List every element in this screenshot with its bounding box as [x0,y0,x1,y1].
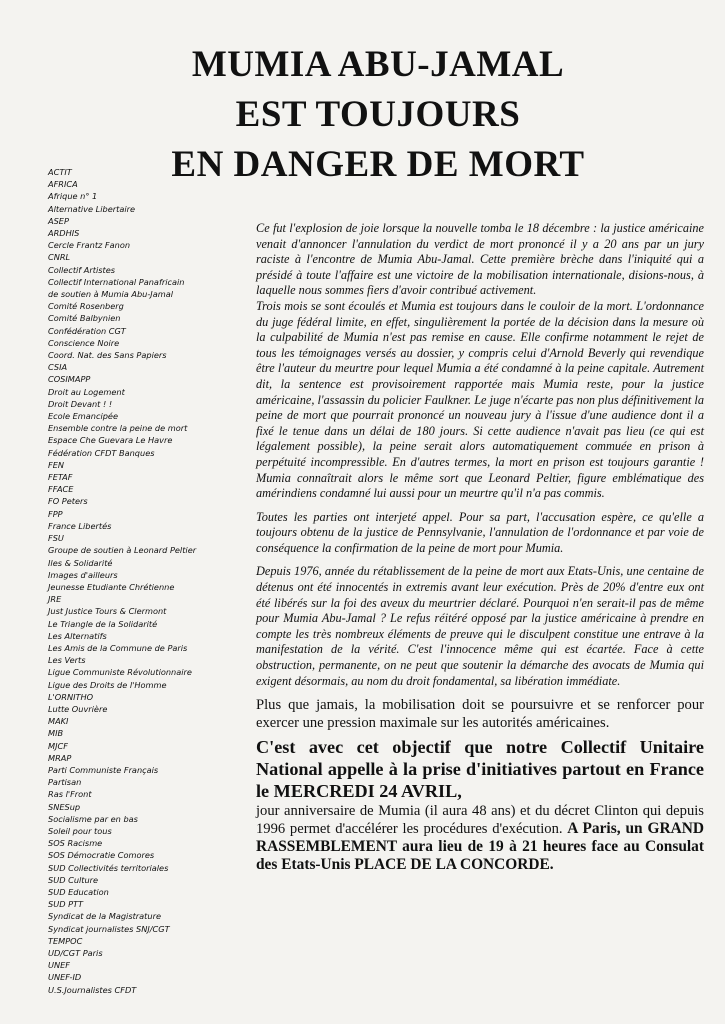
organization-item: SUD Collectivités territoriales [48,862,169,873]
organization-item: MRAP [48,752,72,763]
title-line-2: EST TOUJOURS [235,94,521,135]
organization-item: Ensemble contre la peine de mort [48,423,188,434]
organization-item: Alternative Libertaire [48,203,136,214]
organization-item: COSIMAPP [48,374,91,385]
organization-item: FPP [48,508,63,519]
organization-item: FFACE [48,484,74,495]
organization-item: Les Alternatifs [48,630,107,641]
anniversary-text: jour anniversaire de Mumia (il aura 48 ans) et du décret Clinton qui depuis 1996 permet d'accélérer les procédures d'exécution. [256,803,704,838]
organization-item: UNEF [48,960,70,971]
paragraph-4: Depuis 1976, année du rétablissement de la peine de mort aux Etats-Unis, une centaine de détenus ont été innocentés in extremis avant leur exécution. Près de 20% d'entre eux ont été libérés sur la foi des aveux du meurtrier déclaré. Pourquoi n'en serait-il pas de même pour Mumia Abu-Jamal ? Le refus réitéré opposé par la justice américaine à prendre en compte les très nombreux éléments de preuve qui le disculpent constitue une entrave à la manifestation de la vérité. C'est l'innocence même qui est écartée. Face à cette obstruction, permanente, on ne peut que soutenir la démarche des avocats de Mumia qui exigent désormais, au nom du droit fondamental, sa libération immédiate. [256,564,704,688]
organization-item: MIB [48,728,64,739]
organization-item: Syndicat de la Magistrature [48,911,161,922]
organization-item: MJCF [48,740,68,751]
organization-item: Espace Che Guevara Le Havre [48,435,173,446]
organization-item: Cercle Frantz Fanon [48,240,131,251]
paragraph-1: Ce fut l'explosion de joie lorsque la nouvelle tomba le 18 décembre : la justice américaine venait d'annoncer l'annulation du verdict de mort prononcé il y a 20 ans par un jury raciste à l'encontre de Mumia Abu-Jamal. Cette première brèche dans l'iniquité qui a présidé à toute l'affaire est une victoire de la mobilisation internationale, disions-nous, à laquelle nous sommes fiers d'avoir contribué activement. [256,221,704,298]
organization-item: Jeunesse Etudiante Chrétienne [48,581,175,592]
organization-item: Droit Devant ! ! [48,398,113,409]
organization-item: FEN [48,459,65,470]
organization-item: de soutien à Mumia Abu-Jamal [48,289,173,300]
title-line-1: MUMIA ABU-JAMAL [191,44,565,85]
paragraph-3: Toutes les parties ont interjeté appel. Pour sa part, l'accusation espère, ce qu'elle a toujours obtenu de la justice de Pennsylvanie, l'annulation de l'ordonnance et par voie de conséquence la confirmation de la peine de mort pour Mumia. [256,509,704,555]
organization-item: TEMPOC [48,935,83,946]
organization-item: FETAF [48,472,73,483]
organization-item: JRE [48,594,62,605]
organization-item: Fédération CFDT Banques [48,447,155,458]
organization-item: Comité Rosenberg [48,301,124,312]
title-line-3: EN DANGER DE MORT [171,144,585,185]
organization-item: Syndicat journalistes SNJ/CGT [48,923,170,934]
paragraph-2: Trois mois se sont écoulés et Mumia est toujours dans le couloir de la mort. L'ordonnance du juge fédéral limite, en effet, singulièrement la portée de la décision dans la mesure où la culpabilité de Mumia n'est pas remise en cause. Elle confirme notamment le rejet de tous les témoignages versés au dossier, y compris celui d'Arnold Beverly qui revendique être l'auteur du meurtre pour lequel Mumia a été condamné à la peine capitale. Autrement dit, la sentence est provisoirement rapportée mais Mumia reste, pour la justice américaine, l'assassin du policier Faulkner. Le juge n'écarte pas non plus définitivement la peine de mort que pourrait prononcé un nouveau jury à l'issue d'une audience dont il a fixé le tenue dans un délai de 180 jours. Si cette audience n'avait pas lieu (ce qui est légalement possible), la peine serait alors automatiquement commuée en prison à perpétuité incompressible. En d'autres termes, la mort en prison est toujours garantie ! Mumia connaîtrait alors le même sort que Leonard Peltier, figure emblématique des amérindiens condamné lui aussi pour un meurtre qu'il n'a pas commis. [256,298,704,501]
organization-item: Images d'ailleurs [48,569,118,580]
organization-item: Confédération CGT [48,325,126,336]
organization-item: Parti Communiste Français [48,764,159,775]
organization-item: Iles & Solidarité [48,557,113,568]
organization-item: Ligue des Droits de l'Homme [48,679,167,690]
organization-item: FO Peters [48,496,88,507]
organization-item: Lutte Ouvrière [48,703,108,714]
organization-item: CSIA [48,362,68,373]
organization-item: SUD PTT [48,899,84,910]
organization-item: Les Amis de la Commune de Paris [48,642,188,653]
organization-item: Les Verts [48,655,86,666]
call-to-action: C'est avec cet objectif que notre Collectif Unitaire National appelle à la prise d'initiatives partout en France le MERCREDI 24 AVRIL, [256,737,704,802]
organization-item: Collectif Artistes [48,264,116,275]
organization-item: ARDHIS [48,228,80,239]
organization-item: Groupe de soutien à Leonard Peltier [48,545,197,556]
organization-item: Collectif International Panafricain [48,276,185,287]
organization-list [48,166,238,996]
organization-item: UNEF-ID [48,972,82,983]
organization-item: Le Triangle de la Solidarité [48,618,158,629]
organization-item: Ecole Emancipée [48,411,119,422]
organization-item: SUD Culture [48,874,99,885]
organization-item: UD/CGT Paris [48,948,103,958]
organization-item: Socialisme par en bas [48,813,138,824]
organization-item: Ras l'Front [48,789,92,800]
organization-item: SNESup [48,801,81,812]
organization-item: FSU [48,533,64,544]
organization-item: Droit au Logement [48,386,125,397]
organization-item: ACTIT [48,167,72,177]
organization-item: Partisan [48,777,82,788]
organization-item: ASEP [48,215,69,226]
organization-item: Coord. Nat. des Sans Papiers [48,350,167,361]
call-to-action-detail [256,802,704,874]
organization-item: Afrique n° 1 [48,191,98,202]
organization-item: L'ORNITHO [48,691,94,702]
organization-item: SOS Démocratie Comores [48,850,155,861]
organization-item: Just Justice Tours & Clermont [48,606,167,617]
rally-announcement: A Paris, un GRAND RASSEMBLEMENT aura lieu de 19 à 21 heures face au Consulat des Etats-Unis PLACE DE LA CONCORDE. [256,820,704,874]
organization-item: France Libertés [48,520,112,531]
organization-item: SUD Education [48,886,109,897]
paragraph-5: Plus que jamais, la mobilisation doit se poursuivre et se renforcer pour exercer une pression maximale sur les autorités américaines. [256,697,704,731]
article-body [256,221,704,874]
organization-item: MAKI [48,716,69,727]
organization-item: U.S.Journalistes CFDT [48,984,137,995]
organization-item: Conscience Noire [48,337,120,348]
organization-item: Ligue Communiste Révolutionnaire [48,667,192,678]
organization-item: Comité Balbynien [48,313,121,324]
organization-item: CNRL [48,252,71,263]
organization-item: SOS Racisme [48,838,103,849]
organization-item: Soleil pour tous [48,825,112,836]
organization-item: AFRICA [48,179,78,190]
